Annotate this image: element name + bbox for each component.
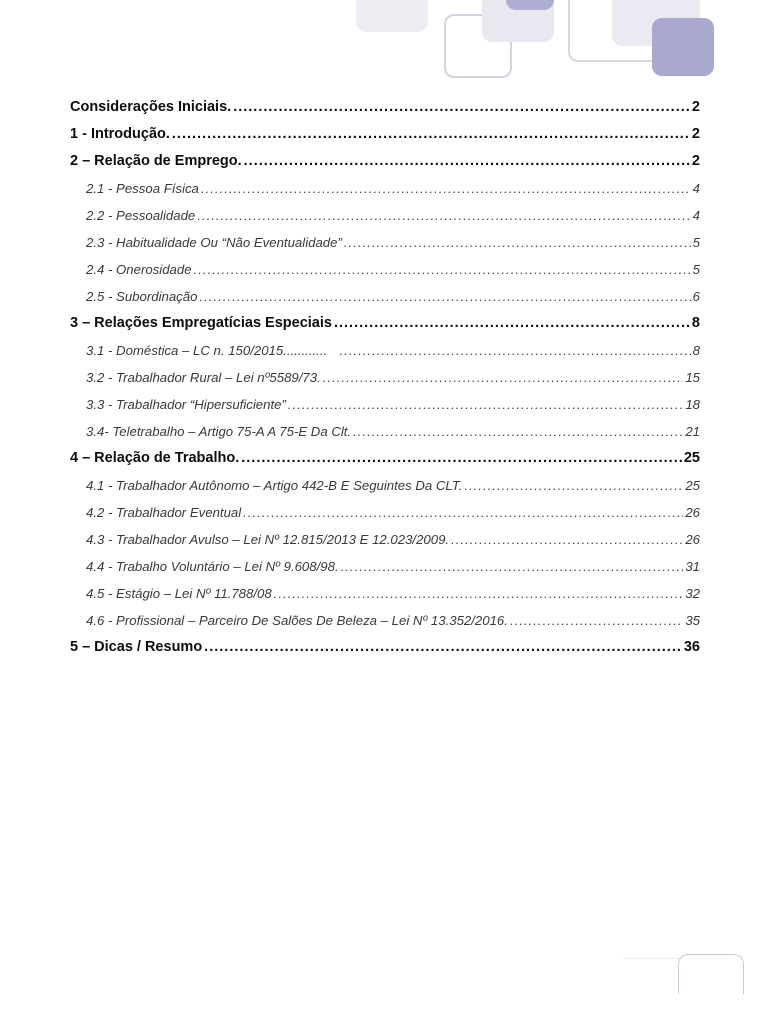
table-of-contents — [70, 94, 700, 661]
toc-page-number: 8 — [691, 315, 700, 331]
toc-subentry-3-2[interactable] — [70, 364, 700, 391]
toc-page-number: 2 — [691, 99, 700, 115]
toc-page-number: 8 — [692, 343, 700, 358]
toc-entry-title: 4.5 - Estágio – Lei Nº 11.788/08 — [86, 586, 272, 601]
toc-entry-title: Considerações Iniciais. — [70, 99, 232, 115]
toc-page-number: 2 — [691, 153, 700, 169]
toc-page-number: 15 — [685, 370, 700, 385]
toc-subentry-4-1[interactable] — [70, 472, 700, 499]
toc-entry-title: 2.5 - Subordinação — [86, 289, 198, 304]
toc-entry-dicas-resumo[interactable] — [70, 634, 700, 661]
toc-entry-title: 4.2 - Trabalhador Eventual — [86, 505, 242, 520]
toc-subentry-4-5[interactable] — [70, 580, 700, 607]
toc-entry-title: 5 – Dicas / Resumo — [70, 639, 203, 655]
toc-page-number: 25 — [685, 478, 700, 493]
footer-divider-line — [622, 958, 682, 959]
toc-subentry-2-1[interactable] — [70, 175, 700, 202]
toc-page-number: 5 — [692, 262, 700, 277]
toc-page-number: 35 — [685, 613, 700, 628]
toc-subentry-2-5[interactable] — [70, 283, 700, 310]
toc-page-number: 26 — [685, 505, 700, 520]
dot-leader — [334, 310, 690, 337]
toc-page-number: 5 — [692, 235, 700, 250]
dot-leader — [201, 175, 691, 202]
toc-subentry-3-1[interactable] — [70, 337, 700, 364]
toc-subentry-2-2[interactable] — [70, 202, 700, 229]
toc-entry-title: 3.1 - Doméstica – LC n. 150/2015............ — [86, 343, 328, 358]
toc-page-number: 31 — [685, 559, 700, 574]
dot-leader — [199, 283, 690, 310]
toc-subentry-3-4[interactable] — [70, 418, 700, 445]
toc-entry-relacao-emprego[interactable] — [70, 148, 700, 175]
toc-subentry-4-6[interactable] — [70, 607, 700, 634]
dot-leader — [341, 553, 684, 580]
toc-entry-title: 3.2 - Trabalhador Rural – Lei nº5589/73. — [86, 370, 321, 385]
toc-entry-title: 4.1 - Trabalhador Autônomo – Artigo 442-B E Seguintes Da CLT. — [86, 478, 463, 493]
toc-entry-title: 4 – Relação de Trabalho. — [70, 450, 240, 466]
dot-leader — [172, 121, 690, 148]
dot-leader — [288, 391, 683, 418]
toc-entry-relacao-trabalho[interactable] — [70, 445, 700, 472]
toc-entry-relacoes-especiais[interactable] — [70, 310, 700, 337]
toc-page-number: 2 — [691, 126, 700, 142]
page-number-tab-outline — [678, 954, 744, 994]
dot-leader — [197, 202, 690, 229]
toc-subentry-2-4[interactable] — [70, 256, 700, 283]
toc-subentry-4-2[interactable] — [70, 499, 700, 526]
dot-leader — [510, 607, 683, 634]
dot-leader — [243, 499, 683, 526]
toc-entry-title: 3.3 - Trabalhador “Hipersuficiente” — [86, 397, 286, 412]
dot-leader — [274, 580, 684, 607]
toc-page-number: 4 — [692, 181, 700, 196]
toc-page-number: 21 — [685, 424, 700, 439]
dot-leader — [204, 634, 682, 661]
toc-entry-title: 2.4 - Onerosidade — [86, 262, 192, 277]
dot-leader — [344, 229, 691, 256]
toc-entry-title: 4.6 - Profissional – Parceiro De Salões De Beleza – Lei Nº 13.352/2016. — [86, 613, 508, 628]
toc-page-number: 18 — [685, 397, 700, 412]
toc-page-number: 36 — [683, 639, 700, 655]
toc-page-number: 32 — [685, 586, 700, 601]
dot-leader — [464, 472, 683, 499]
toc-page-number: 25 — [683, 450, 700, 466]
toc-page-number: 26 — [685, 532, 700, 547]
dot-leader — [194, 256, 691, 283]
toc-entry-title: 3 – Relações Empregatícias Especiais — [70, 315, 332, 331]
toc-page-number: 6 — [692, 289, 700, 304]
toc-entry-title: 3.4- Teletrabalho – Artigo 75-A A 75-E Da Clt. — [86, 424, 352, 439]
toc-entry-title: 1 - Introdução. — [70, 126, 170, 142]
toc-entry-title: 4.3 - Trabalhador Avulso – Lei Nº 12.815/2013 E 12.023/2009. — [86, 532, 450, 547]
dot-leader — [353, 418, 683, 445]
decorative-square-light-1 — [356, 0, 428, 32]
decorative-square-accent — [652, 18, 714, 76]
toc-entry-title: 4.4 - Trabalho Voluntário – Lei Nº 9.608/98. — [86, 559, 339, 574]
toc-entry-title: 2.2 - Pessoalidade — [86, 208, 196, 223]
toc-entry-introducao[interactable] — [70, 121, 700, 148]
dot-leader — [451, 526, 683, 553]
decorative-square-accent-small — [506, 0, 554, 10]
toc-subentry-3-3[interactable] — [70, 391, 700, 418]
toc-entry-consideracoes[interactable] — [70, 94, 700, 121]
toc-page-number: 4 — [692, 208, 700, 223]
toc-entry-title: 2.3 - Habitualidade Ou “Não Eventualidade” — [86, 235, 342, 250]
toc-subentry-2-3[interactable] — [70, 229, 700, 256]
dot-leader — [339, 337, 690, 364]
toc-entry-title: 2 – Relação de Emprego. — [70, 153, 242, 169]
dot-leader — [233, 94, 690, 121]
dot-leader — [244, 148, 690, 175]
toc-subentry-4-4[interactable] — [70, 553, 700, 580]
toc-entry-title: 2.1 - Pessoa Física — [86, 181, 199, 196]
dot-leader — [323, 364, 684, 391]
toc-subentry-4-3[interactable] — [70, 526, 700, 553]
dot-leader — [241, 445, 682, 472]
